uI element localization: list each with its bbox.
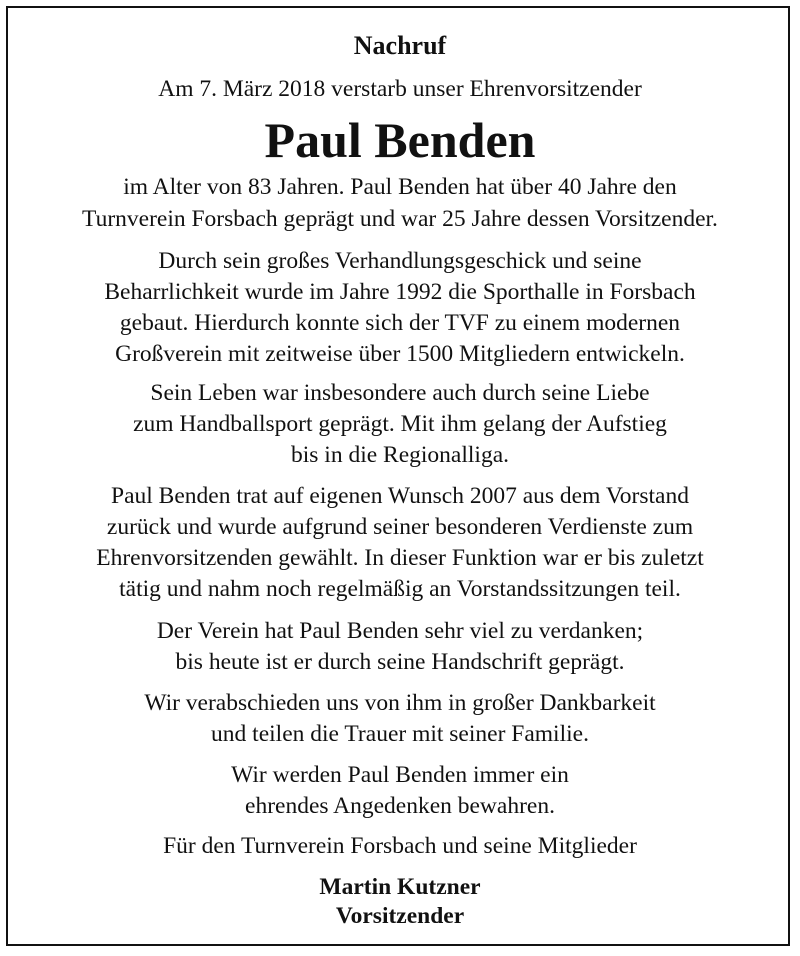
paragraph-5-line-2: bis heute ist er durch seine Handschrift geprägt. — [175, 649, 625, 675]
paragraph-6-line-2: und teilen die Trauer mit seiner Familie. — [211, 721, 589, 747]
paragraph-2-line-4: Großverein mit zeitweise über 1500 Mitgliedern entwickeln. — [115, 341, 685, 367]
paragraph-1-line-2: Turnverein Forsbach geprägt und war 25 Jahre dessen Vorsitzender. — [82, 206, 718, 232]
paragraph-7-line-1: Wir werden Paul Benden immer ein — [231, 762, 569, 788]
paragraph-3-line-2: zum Handballsport geprägt. Mit ihm gelang der Aufstieg — [133, 411, 667, 437]
paragraph-4-line-4: tätig und nahm noch regelmäßig an Vorstandssitzungen teil. — [119, 576, 681, 602]
signatory-name: Martin Kutzner — [319, 874, 481, 900]
paragraph-2-line-3: gebaut. Hierdurch konnte sich der TVF zu einem modernen — [119, 310, 681, 336]
paragraph-3-line-3: bis in die Regionalliga. — [291, 442, 509, 468]
paragraph-6-line-1: Wir verabschieden uns von ihm in großer Dankbarkeit — [144, 690, 656, 716]
paragraph-7-line-2: ehrendes Angedenken bewahren. — [245, 793, 555, 819]
signatory-role: Vorsitzender — [335, 903, 465, 929]
paragraph-1-line-1: im Alter von 83 Jahren. Paul Benden hat über 40 Jahre den — [123, 174, 677, 200]
paragraph-4-line-3: Ehrenvorsitzenden gewählt. In dieser Funktion war er bis zuletzt — [96, 545, 704, 571]
notice-heading: Nachruf — [353, 31, 447, 60]
paragraph-3-line-1: Sein Leben war insbesondere auch durch seine Liebe — [150, 380, 650, 406]
paragraph-2-line-1: Durch sein großes Verhandlungsgeschick und seine — [158, 248, 642, 274]
paragraph-5-line-1: Der Verein hat Paul Benden sehr viel zu verdanken; — [156, 618, 644, 644]
deceased-name: Paul Benden — [264, 112, 536, 168]
paragraph-8-line-1: Für den Turnverein Forsbach und seine Mitglieder — [163, 833, 637, 859]
intro-line: Am 7. März 2018 verstarb unser Ehrenvorsitzender — [158, 76, 642, 102]
paragraph-4-line-1: Paul Benden trat auf eigenen Wunsch 2007 aus dem Vorstand — [111, 483, 689, 509]
paragraph-4-line-2: zurück und wurde aufgrund seiner besonderen Verdienste zum — [106, 514, 694, 540]
paragraph-2-line-2: Beharrlichkeit wurde im Jahre 1992 die Sporthalle in Forsbach — [104, 279, 696, 305]
